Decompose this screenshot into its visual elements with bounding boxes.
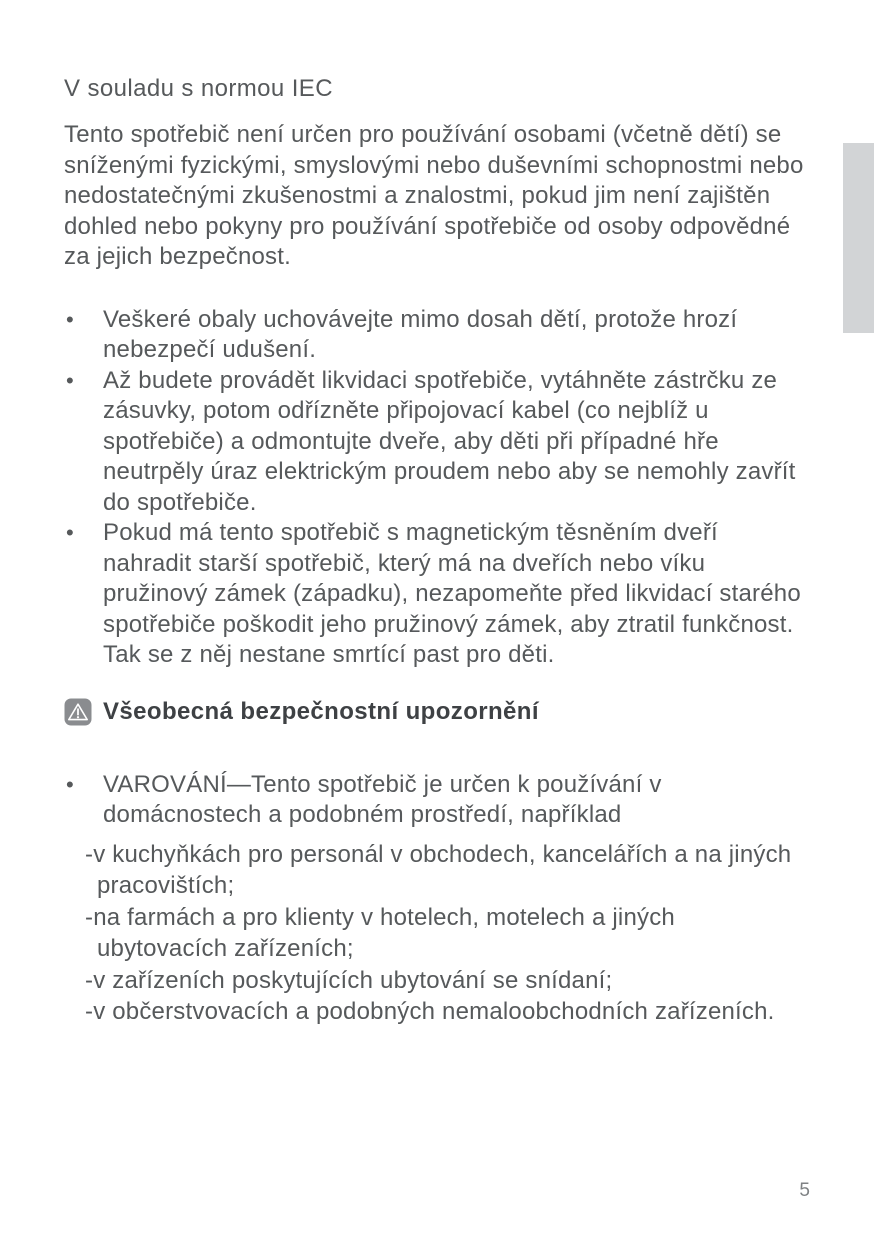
intro-paragraph: Tento spotřebič není určen pro používání osobami (včetně dětí) se sníženými fyzickými, smyslovými nebo duševními schopnostmi nebo nedostatečnými zkušenostmi a znalostmi, pokud jim není zajištěn dohled nebo pokyny pro používání spotřebiče od osoby odpovědné za jejich bezpečnost. bbox=[64, 121, 804, 270]
warning-section-heading bbox=[64, 697, 812, 727]
page-number: 5 bbox=[799, 1180, 810, 1201]
list-item-text: VAROVÁNÍ—Tento spotřebič je určen k používání v domácnostech a podobném prostředí, například bbox=[103, 770, 662, 828]
safety-bullet-list bbox=[64, 305, 812, 671]
list-item bbox=[64, 305, 812, 366]
dash-list-item: -na farmách a pro klienty v hotelech, motelech a jiných ubytovacích zařízeních; bbox=[85, 903, 675, 962]
bullet-marker: • bbox=[66, 771, 74, 797]
dash-list-item: -v zařízeních poskytujících ubytování se snídaní; bbox=[85, 966, 613, 994]
dash-list-item: -v kuchyňkách pro personál v obchodech, kancelářích a na jiných pracovištích; bbox=[85, 840, 792, 899]
list-item bbox=[64, 518, 812, 671]
warning-triangle-icon bbox=[64, 698, 92, 726]
bullet-marker: • bbox=[66, 367, 74, 393]
dash-list-item: -v občerstvovacích a podobných nemaloobchodních zařízeních. bbox=[85, 998, 775, 1025]
usage-environments-list bbox=[85, 839, 812, 1028]
iec-compliance-heading: V souladu s normou IEC bbox=[64, 75, 333, 102]
warning-bullet-list bbox=[64, 770, 812, 831]
list-item-text: Pokud má tento spotřebič s magnetickým těsněním dveří nahradit starší spotřebič, který má na dveřích nebo víku pružinový zámek (západku), nezapomeňte před likvidací starého spotřebiče poškodit jeho pružinový zámek, aby ztratil funkčnost. Tak se z něj nestane smrtící past pro děti. bbox=[103, 519, 801, 668]
list-item bbox=[64, 770, 812, 831]
warning-section-title: Všeobecná bezpečnostní upozornění bbox=[103, 697, 539, 725]
page-content bbox=[64, 74, 812, 1028]
bullet-marker: • bbox=[66, 520, 74, 545]
list-item-text: Veškeré obaly uchovávejte mimo dosah dětí, protože hrozí nebezpečí udušení. bbox=[103, 305, 738, 363]
bullet-marker: • bbox=[66, 306, 74, 332]
list-item-text: Až budete provádět likvidaci spotřebiče, vytáhněte zástrčku ze zásuvky, potom odřízněte připojovací kabel (co nejblíž u spotřebiče) a odmontujte dveře, aby děti při případné hře neutrpěly úraz elektrickým proudem nebo aby se nemohly zavřít do spotřebiče. bbox=[103, 366, 796, 516]
list-item bbox=[64, 366, 812, 519]
section-tab-marker bbox=[843, 143, 874, 333]
